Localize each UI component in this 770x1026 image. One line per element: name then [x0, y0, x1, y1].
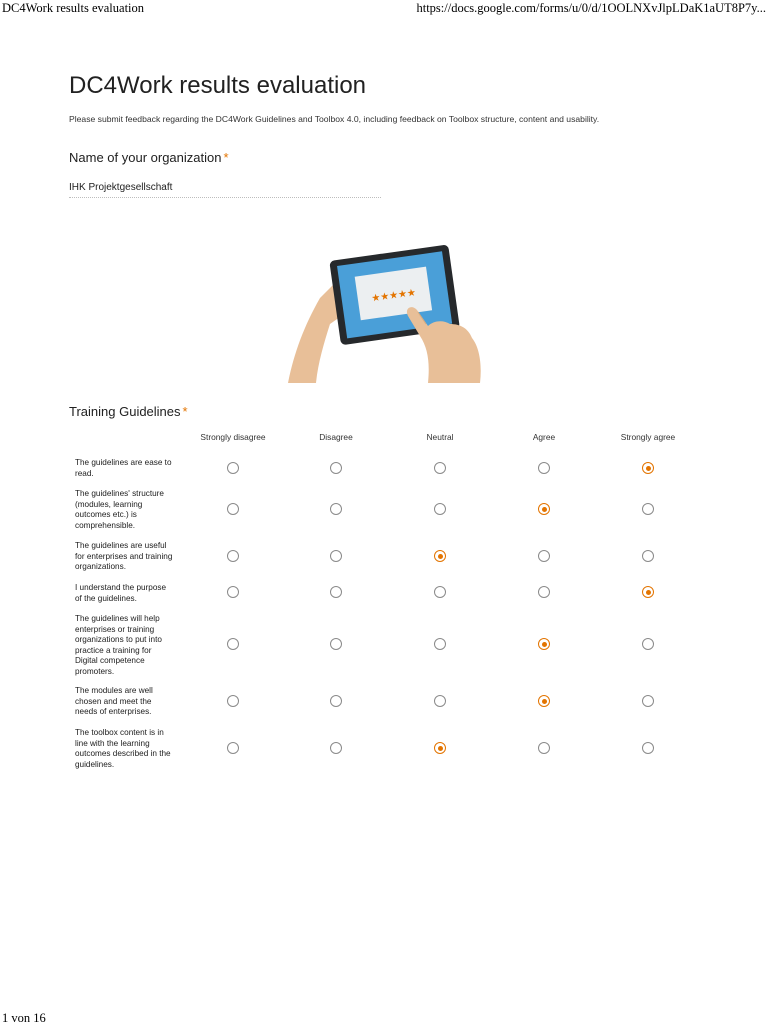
print-header-url: https://docs.google.com/forms/u/0/d/1OOLNXvJlpLDaK1aUT8P7y... — [416, 1, 766, 15]
radio-option-selected[interactable] — [434, 550, 446, 562]
radio-option[interactable] — [227, 503, 239, 515]
required-marker: * — [223, 150, 229, 165]
column-disagree: Disagree — [319, 432, 353, 442]
radio-option[interactable] — [434, 695, 446, 707]
radio-option[interactable] — [330, 695, 342, 707]
radio-option[interactable] — [227, 586, 239, 598]
radio-option[interactable] — [330, 742, 342, 754]
row-label: The guidelines will help enterprises or training organizations to put into practice a training for Digital competence promoters. — [75, 614, 162, 676]
radio-option-selected[interactable] — [642, 586, 654, 598]
radio-option[interactable] — [434, 462, 446, 474]
column-neutral: Neutral — [426, 432, 454, 442]
column-agree: Agree — [532, 432, 556, 442]
radio-option[interactable] — [642, 695, 654, 707]
radio-option[interactable] — [330, 586, 342, 598]
radio-option[interactable] — [538, 462, 550, 474]
radio-option[interactable] — [434, 503, 446, 515]
radio-option[interactable] — [642, 742, 654, 754]
radio-option[interactable] — [227, 550, 239, 562]
page-number: 1 von 16 — [2, 1011, 46, 1025]
radio-option[interactable] — [642, 638, 654, 650]
form-description: Please submit feedback regarding the DC4Work Guidelines and Toolbox 4.0, including feedback on Toolbox structure, content and usability. — [69, 114, 600, 124]
likert-grid — [69, 428, 699, 769]
radio-option-selected[interactable] — [642, 462, 654, 474]
radio-option[interactable] — [330, 462, 342, 474]
form-title: DC4Work results evaluation — [69, 72, 367, 99]
radio-option[interactable] — [330, 638, 342, 650]
radio-option[interactable] — [434, 586, 446, 598]
rating-stars: ★★★★★ — [370, 287, 417, 305]
question-training-guidelines-title — [69, 404, 188, 419]
radio-option[interactable] — [227, 638, 239, 650]
print-header — [0, 0, 770, 18]
row-label: I understand the purpose of the guidelines. — [75, 583, 167, 603]
row-label: The guidelines are ease to read. — [75, 458, 172, 478]
radio-option[interactable] — [227, 742, 239, 754]
column-strongly-disagree: Strongly disagree — [200, 432, 266, 442]
row-label: The modules are well chosen and meet the needs of enterprises. — [75, 686, 153, 716]
radio-option[interactable] — [642, 550, 654, 562]
radio-option-selected[interactable] — [538, 695, 550, 707]
radio-option[interactable] — [434, 638, 446, 650]
radio-option[interactable] — [538, 742, 550, 754]
radio-option[interactable] — [227, 462, 239, 474]
required-marker: * — [182, 404, 188, 419]
radio-option[interactable] — [642, 503, 654, 515]
tablet-rating-illustration — [280, 238, 490, 383]
row-label: The guidelines' structure (modules, learning outcomes etc.) is comprehensible. — [75, 489, 164, 530]
organization-answer-field[interactable]: IHK Projektgesellschaft — [69, 182, 381, 198]
question-training-guidelines-label: Training Guidelines — [69, 404, 181, 419]
row-label: The guidelines are useful for enterprises and training organizations. — [75, 541, 173, 571]
radio-option[interactable] — [538, 550, 550, 562]
radio-option-selected[interactable] — [538, 638, 550, 650]
radio-option[interactable] — [330, 550, 342, 562]
radio-option[interactable] — [227, 695, 239, 707]
radio-option[interactable] — [330, 503, 342, 515]
column-strongly-agree: Strongly agree — [620, 432, 676, 442]
radio-option-selected[interactable] — [538, 503, 550, 515]
radio-option-selected[interactable] — [434, 742, 446, 754]
print-header-title: DC4Work results evaluation — [2, 1, 145, 15]
question-organization-label: Name of your organization — [69, 150, 222, 165]
question-organization-title — [69, 150, 229, 165]
row-label: The toolbox content is in line with the learning outcomes described in the guidelines. — [75, 728, 171, 769]
radio-option[interactable] — [538, 586, 550, 598]
likert-grid-header — [69, 428, 699, 448]
